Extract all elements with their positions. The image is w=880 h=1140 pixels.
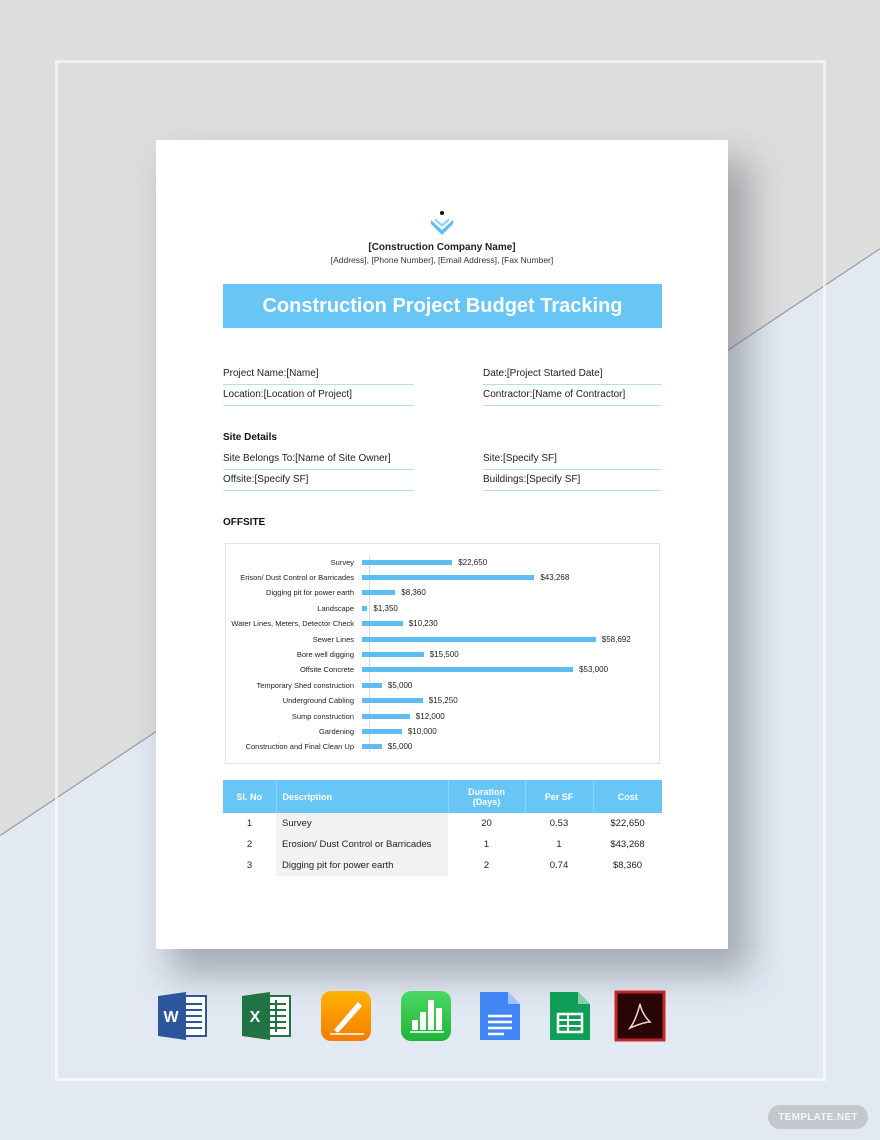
chart-bar (362, 606, 367, 611)
cell-no: 3 (246, 860, 253, 871)
chart-category-label: Survey (330, 557, 354, 567)
chart-value-label: $12,000 (415, 711, 445, 721)
header-duration-line1: Duration (468, 786, 505, 797)
location-field: Location:[Location of Project] (223, 389, 414, 406)
cell-duration: 20 (481, 818, 492, 829)
template-net-watermark: TEMPLATE.NET (768, 1105, 868, 1129)
chart-bar (362, 698, 423, 703)
site-belongs-to-field: Site Belongs To:[Name of Site Owner] (223, 453, 414, 470)
chart-category-label: Bore well digging (296, 649, 354, 659)
microsoft-word-icon[interactable] (156, 990, 208, 1042)
cell-cost: $8,360 (612, 860, 643, 871)
chart-bar-row (226, 571, 659, 583)
budget-table (223, 780, 662, 876)
chart-bar-row (226, 633, 659, 645)
chart-bar-row (226, 725, 659, 737)
chart-category-label: Temporary Shed construction (256, 680, 354, 690)
chart-bar (362, 729, 402, 734)
chart-value-label: $15,500 (429, 649, 459, 659)
project-name-field: Project Name:[Name] (223, 368, 414, 385)
chart-bar (362, 560, 452, 565)
chart-category-label: Landscape (317, 603, 354, 613)
header-duration (448, 780, 525, 813)
chart-category-label: Water Lines, Meters, Detector Check (231, 619, 354, 629)
chart-bar (362, 667, 573, 672)
chart-bar-row (226, 587, 659, 599)
chart-bar-row (226, 741, 659, 753)
company-logo-icon (429, 210, 455, 238)
chart-value-label: $5,000 (387, 680, 413, 690)
chart-bar (362, 683, 382, 688)
chart-bar-row (226, 602, 659, 614)
cell-per-sf: 0.53 (549, 818, 569, 829)
cell-description: Digging pit for power earth (276, 855, 448, 876)
chart-bar-row (226, 679, 659, 691)
adobe-pdf-icon[interactable] (614, 990, 666, 1042)
offsite-bar-chart (225, 543, 660, 764)
svg-text:X: X (249, 1009, 261, 1026)
cell-cost: $43,268 (610, 839, 645, 850)
cell-no: 1 (246, 818, 253, 829)
site-field: Site:[Specify SF] (483, 453, 662, 470)
chart-bar (362, 590, 395, 595)
chart-bar-track (362, 602, 659, 614)
chart-value-label: $8,360 (401, 588, 426, 598)
chart-bar-track (362, 648, 659, 660)
chart-bar (362, 714, 410, 719)
chart-bar-track (362, 618, 659, 630)
offsite-field: Offsite:[Specify SF] (223, 474, 414, 491)
chart-bar (362, 637, 596, 642)
chart-category-label: Offsite Concrete (299, 665, 354, 675)
chart-bar-row (226, 710, 659, 722)
chart-bar-row (226, 695, 659, 707)
cell-cost: $22,650 (610, 818, 645, 829)
header-per-sf: Per SF (525, 780, 593, 813)
chart-value-label: $43,268 (540, 572, 570, 582)
header-duration-line2: (Days) (472, 796, 501, 807)
table-row (223, 813, 662, 834)
chart-value-label: $10,000 (407, 726, 437, 736)
svg-text:W: W (163, 1009, 179, 1026)
chart-value-label: $10,230 (408, 619, 438, 629)
chart-bar-track (362, 725, 659, 737)
chart-category-label: Construction and Final Clean Up (245, 742, 354, 752)
format-icons-row (0, 990, 880, 1046)
chart-category-label: Underground Cabling (282, 696, 354, 706)
chart-bar-track (362, 741, 659, 753)
chart-bar-row (226, 664, 659, 676)
cell-duration: 1 (483, 839, 490, 850)
chart-bar (362, 744, 382, 749)
chart-category-label: Digging pit for power earth (266, 588, 354, 598)
chart-bar-row (226, 556, 659, 568)
google-sheets-icon[interactable] (544, 990, 596, 1042)
chart-bar-track (362, 633, 659, 645)
table-row (223, 855, 662, 876)
chart-category-label: Gardening (318, 726, 354, 736)
header-sl-no: Sl. No (223, 780, 276, 813)
apple-pages-icon[interactable] (320, 990, 372, 1042)
cell-per-sf: 0.74 (549, 860, 569, 871)
chart-bar-track (362, 679, 659, 691)
buildings-field: Buildings:[Specify SF] (483, 474, 662, 491)
microsoft-excel-icon[interactable] (240, 990, 292, 1042)
chart-bar-track (362, 710, 659, 722)
cell-no: 2 (246, 839, 253, 850)
chart-category-label: Erison/ Dust Control or Barricades (240, 572, 354, 582)
chart-category-label: Sump construction (291, 711, 354, 721)
chart-value-label: $22,650 (458, 557, 488, 567)
offsite-heading: OFFSITE (223, 517, 266, 528)
document-title: Construction Project Budget Tracking (223, 284, 662, 328)
chart-value-label: $58,692 (601, 634, 631, 644)
cell-description: Survey (276, 813, 448, 834)
chart-bar (362, 652, 424, 657)
date-field: Date:[Project Started Date] (483, 368, 662, 385)
cell-per-sf: 1 (556, 839, 562, 850)
cell-duration: 2 (483, 860, 490, 871)
contractor-field: Contractor:[Name of Contractor] (483, 389, 662, 406)
google-docs-icon[interactable] (474, 990, 526, 1042)
cell-description: Erosion/ Dust Control or Barricades (276, 834, 448, 855)
company-name: [Construction Company Name] (368, 242, 516, 253)
chart-value-label: $53,000 (579, 665, 609, 675)
chart-bar (362, 621, 403, 626)
document-page (156, 140, 728, 949)
table-header-row (223, 780, 662, 813)
company-contact: [Address], [Phone Number], [Email Address], [Fax Number] (330, 255, 554, 265)
chart-bar-track (362, 695, 659, 707)
site-details-heading: Site Details (223, 432, 277, 443)
chart-bar-track (362, 571, 659, 583)
header-cost: Cost (593, 780, 662, 813)
chart-value-label: $5,000 (387, 742, 413, 752)
chart-bar-row (226, 648, 659, 660)
header-description: Description (276, 780, 448, 813)
chart-bar-track (362, 664, 659, 676)
chart-bar-track (362, 587, 659, 599)
chart-bar (362, 575, 534, 580)
chart-value-label: $15,250 (428, 696, 458, 706)
chart-value-label: $1,350 (373, 603, 398, 613)
chart-bar-row (226, 618, 659, 630)
chart-category-label: Sewer Lines (312, 634, 354, 644)
table-row (223, 834, 662, 855)
chart-bar-track (362, 556, 659, 568)
apple-numbers-icon[interactable] (400, 990, 452, 1042)
